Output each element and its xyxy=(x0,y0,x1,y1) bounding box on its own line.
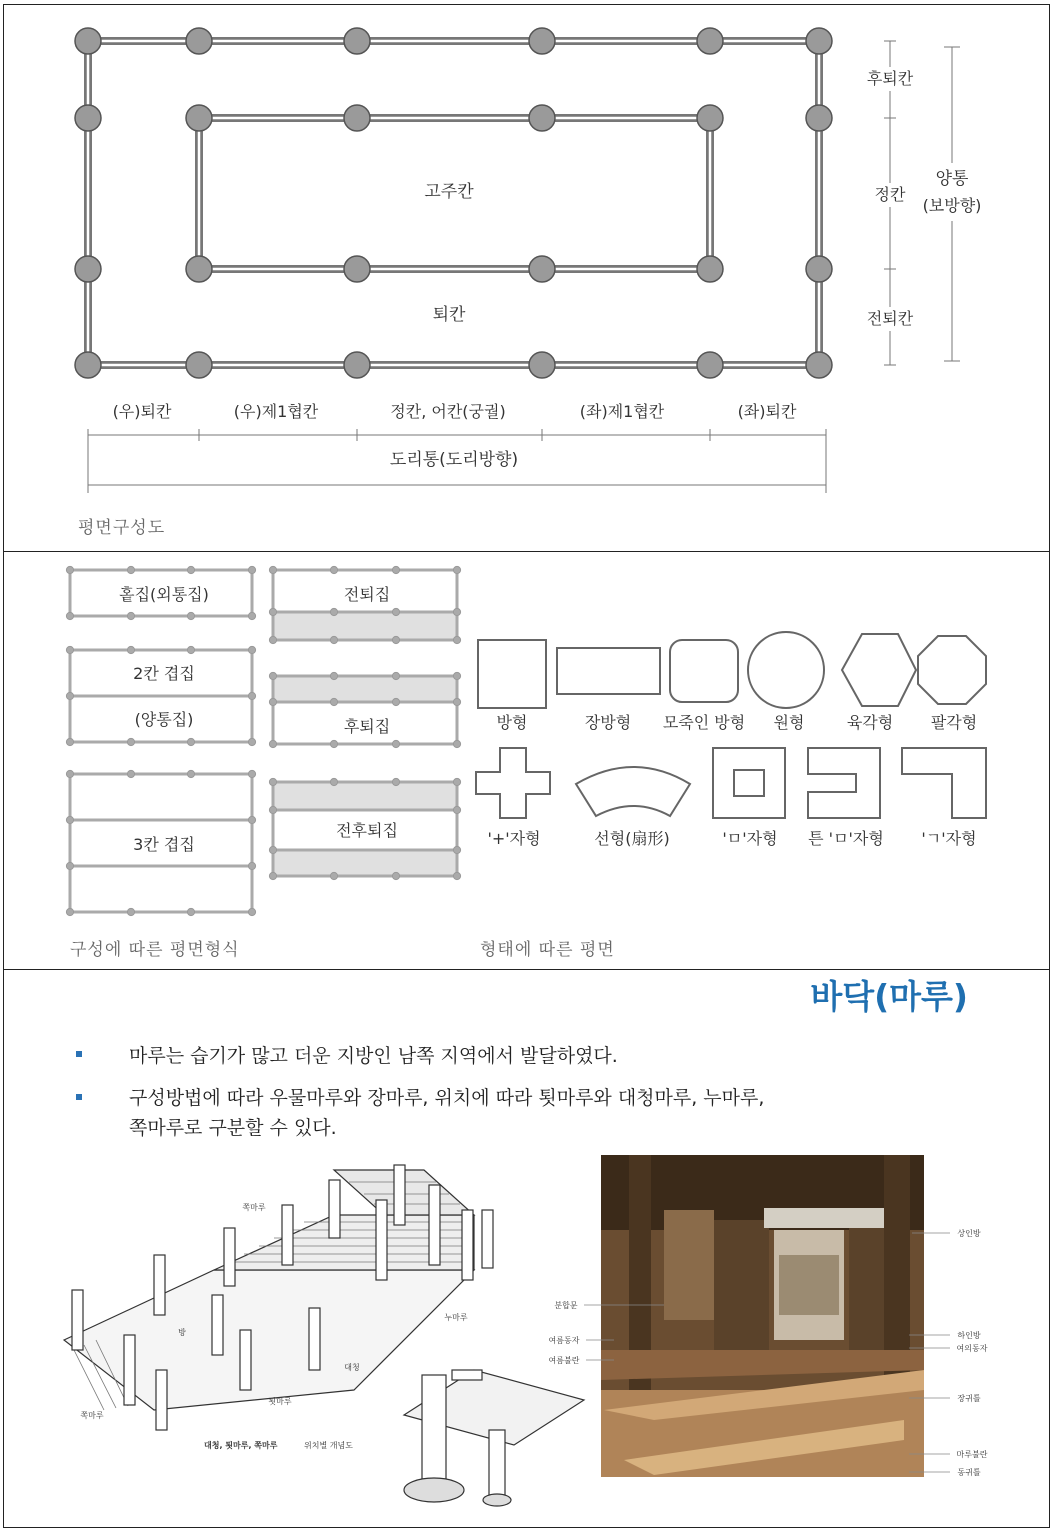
type-double-sub: (양통집) xyxy=(134,710,194,729)
bottom-label-3: 정칸, 어칸(궁궐) xyxy=(390,402,506,421)
bottom-label-4: (좌)제1협칸 xyxy=(579,402,665,421)
shapes-row1 xyxy=(478,632,986,708)
photo-label-donggwiteul: 동귀틀 xyxy=(957,1468,981,1477)
sketch-label-room: 방 xyxy=(178,1328,186,1337)
photo-label-maru-bullan: 마루불란 xyxy=(956,1450,988,1459)
panel2-caption-right: 형태에 따른 평면 xyxy=(480,940,615,960)
maru-panel xyxy=(3,969,1050,1528)
sketch-caption-suffix: 위치별 개념도 xyxy=(304,1441,353,1450)
shape-rounded-square: 모죽인 방형 xyxy=(662,713,746,732)
bullet-2: 구성방법에 따라 우물마루와 장마루, 위치에 따라 툇마루와 대청마루, 누마루, xyxy=(129,1087,765,1109)
panel2-caption-left: 구성에 따른 평면형식 xyxy=(70,940,240,960)
columns xyxy=(75,28,832,378)
type-front-porch: 전퇴집 xyxy=(343,585,391,604)
shape-open-mieum: 튼 'ㅁ'자형 xyxy=(808,829,884,848)
bullet-1: 마루는 습기가 많고 더운 지방인 남쪽 지역에서 발달하였다. xyxy=(129,1045,618,1067)
sketch-label-toetmaru: 툇마루 xyxy=(268,1397,292,1406)
maru-slide xyxy=(4,970,1048,1526)
bottom-label-5: (좌)퇴칸 xyxy=(737,402,797,421)
sketch-label-jjokmaru-left: 쪽마루 xyxy=(80,1411,104,1420)
type-back-porch: 후퇴집 xyxy=(343,717,391,736)
shape-octagon: 팔각형 xyxy=(930,713,978,732)
shape-mieum: 'ㅁ'자형 xyxy=(722,829,778,848)
right-label-center: 정칸 xyxy=(874,185,906,204)
bottom-label-2: (우)제1협칸 xyxy=(233,402,319,421)
shape-hexagon: 육각형 xyxy=(846,713,894,732)
photo-label-yeoreum-bullan: 여름불란 xyxy=(548,1356,580,1365)
panel1-caption: 평면구성도 xyxy=(78,518,166,538)
right-label-back: 후퇴칸 xyxy=(866,69,914,88)
type-both-porch: 전후퇴집 xyxy=(336,821,398,840)
inner-label: 고주칸 xyxy=(424,182,474,202)
sketch-label-daecheong: 대청 xyxy=(344,1363,360,1372)
bullet-icon xyxy=(76,1051,82,1057)
right-label-front: 전퇴칸 xyxy=(866,309,914,328)
sketch-caption: 대청, 툇마루, 쪽마루 xyxy=(204,1441,278,1450)
shape-fan: 선형(扇形) xyxy=(594,829,670,848)
maru-title: 바닥(마루) xyxy=(810,977,968,1016)
right-total-sub: (보방향) xyxy=(922,196,982,215)
maru-photo xyxy=(601,1155,924,1477)
plan-types-diagram xyxy=(4,552,1048,968)
type-double: 2칸 겹집 xyxy=(133,664,195,683)
type-single: 홑집(외통집) xyxy=(119,585,209,604)
type-triple: 3칸 겹집 xyxy=(133,835,195,854)
plan-composition-diagram xyxy=(4,5,1048,550)
photo-label-bunhapmun: 분합문 xyxy=(554,1301,578,1310)
photo-label-sanginbang: 상인방 xyxy=(957,1229,981,1238)
photo-label-yeoreum-dongja: 여름동자 xyxy=(548,1336,580,1345)
photo-label-haninbang: 하인방 xyxy=(957,1331,981,1340)
shape-square: 방형 xyxy=(496,713,528,732)
shape-cross: '+'자형 xyxy=(487,829,541,848)
plan-composition-panel xyxy=(3,4,1050,552)
plan-types-panel xyxy=(3,551,1050,970)
bottom-label-1: (우)퇴칸 xyxy=(112,402,172,421)
photo-label-janggwiteul: 장귀틀 xyxy=(957,1394,981,1403)
shape-circle: 원형 xyxy=(773,713,805,732)
maru-joint-sketch xyxy=(404,1370,584,1506)
shape-giyeok: 'ㄱ'자형 xyxy=(921,829,977,848)
right-total-label: 양통 xyxy=(935,169,969,189)
bullet-2-cont: 쪽마루로 구분할 수 있다. xyxy=(129,1117,337,1139)
photo-label-yeoui-dongja: 여의동자 xyxy=(956,1344,988,1353)
sketch-label-jjokmaru-top: 쪽마루 xyxy=(242,1203,266,1212)
sketch-label-numaru: 누마루 xyxy=(444,1313,468,1322)
bullet-icon xyxy=(76,1094,82,1100)
shape-rectangle: 장방형 xyxy=(584,713,632,732)
outer-label: 퇴칸 xyxy=(432,305,466,325)
bottom-total-label: 도리통(도리방향) xyxy=(389,450,519,470)
shapes-row2 xyxy=(476,748,986,818)
